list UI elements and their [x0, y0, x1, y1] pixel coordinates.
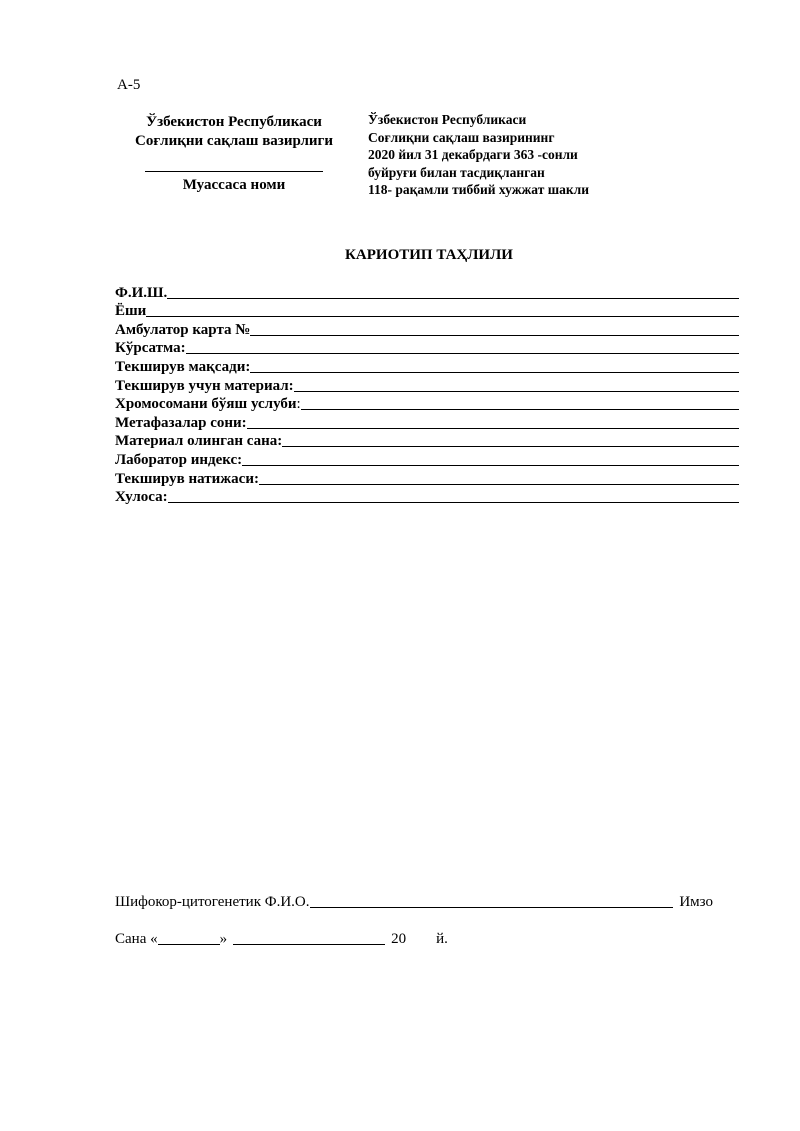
approval-line-5: 118- рақамли тиббий хужжат шакли: [368, 182, 589, 197]
field-label: Лаборатор индекс:: [115, 451, 243, 468]
institution-name-line[interactable]: [145, 171, 323, 172]
ministry-country: Ўзбекистон Республикаси: [146, 114, 322, 130]
field-label-colon: :: [296, 396, 301, 413]
doctor-label: Шифокор-цитогенетик Ф.И.О.: [115, 894, 310, 910]
form-code: А-5: [117, 77, 141, 93]
field-input-line[interactable]: [282, 446, 739, 447]
approval-line-2: Соғлиқни сақлаш вазирининг: [368, 129, 555, 145]
date-row: [115, 931, 448, 948]
date-close: »: [219, 931, 228, 947]
date-prefix: Сана «: [115, 931, 158, 947]
field-label: Ёши: [115, 303, 147, 320]
field-staining-method: [115, 395, 739, 414]
field-label: [115, 396, 301, 413]
field-material: [115, 376, 739, 395]
field-metaphase-count: [115, 413, 739, 432]
ministry-header-left: [118, 113, 350, 195]
field-input-line[interactable]: [250, 372, 739, 373]
field-purpose: [115, 357, 739, 376]
approval-line-1: Ўзбекистон Республикаси: [368, 112, 527, 127]
field-input-line[interactable]: [242, 465, 739, 466]
field-label: Ф.И.Ш.: [115, 284, 168, 301]
field-label: Текширув натижаси:: [115, 470, 259, 487]
approval-line-3: 2020 йил 31 декабрдаги 363 -сонли: [368, 147, 578, 162]
ministry-name: Соғлиқни сақлаш вазирлиги: [135, 133, 333, 149]
field-label: Амбулатор карта №: [115, 321, 251, 338]
signature-row: [115, 894, 713, 911]
field-conclusion: [115, 488, 739, 507]
approval-line-4: буйруғи билан тасдиқланган: [368, 164, 545, 180]
field-label: Хулоса:: [115, 489, 168, 506]
form-fields: [115, 283, 739, 506]
field-outpatient-card: [115, 320, 739, 339]
field-full-name: [115, 283, 739, 302]
year-suffix: й.: [436, 931, 448, 947]
field-input-line[interactable]: [301, 409, 739, 410]
month-line[interactable]: [233, 944, 385, 945]
signature-label: Имзо: [679, 894, 713, 910]
field-age: [115, 302, 739, 321]
year-prefix: 20: [391, 931, 407, 947]
institution-name-label: Муассаса номи: [182, 177, 286, 193]
field-result: [115, 469, 739, 488]
document-title: КАРИОТИП ТАҲЛИЛИ: [345, 247, 513, 263]
field-input-line[interactable]: [168, 502, 739, 503]
field-lab-index: [115, 450, 739, 469]
approval-header-right: [368, 111, 589, 199]
field-label: Материал олинган сана:: [115, 433, 283, 450]
field-input-line[interactable]: [146, 316, 739, 317]
field-input-line[interactable]: [186, 353, 739, 354]
day-line[interactable]: [158, 944, 220, 945]
field-label-text: Хромосомани бўяш услуби: [115, 396, 297, 413]
field-input-line[interactable]: [250, 335, 739, 336]
field-label: Кўрсатма:: [115, 340, 186, 357]
field-label: Метафазалар сони:: [115, 414, 247, 431]
field-indication: [115, 339, 739, 358]
field-input-line[interactable]: [167, 298, 739, 299]
field-label: Текширув мақсади:: [115, 358, 251, 375]
field-label: Текширув учун материал:: [115, 377, 294, 394]
field-input-line[interactable]: [259, 484, 739, 485]
doctor-name-line[interactable]: [310, 907, 674, 908]
field-input-line[interactable]: [247, 428, 739, 429]
field-sampling-date: [115, 432, 739, 451]
field-input-line[interactable]: [294, 391, 739, 392]
